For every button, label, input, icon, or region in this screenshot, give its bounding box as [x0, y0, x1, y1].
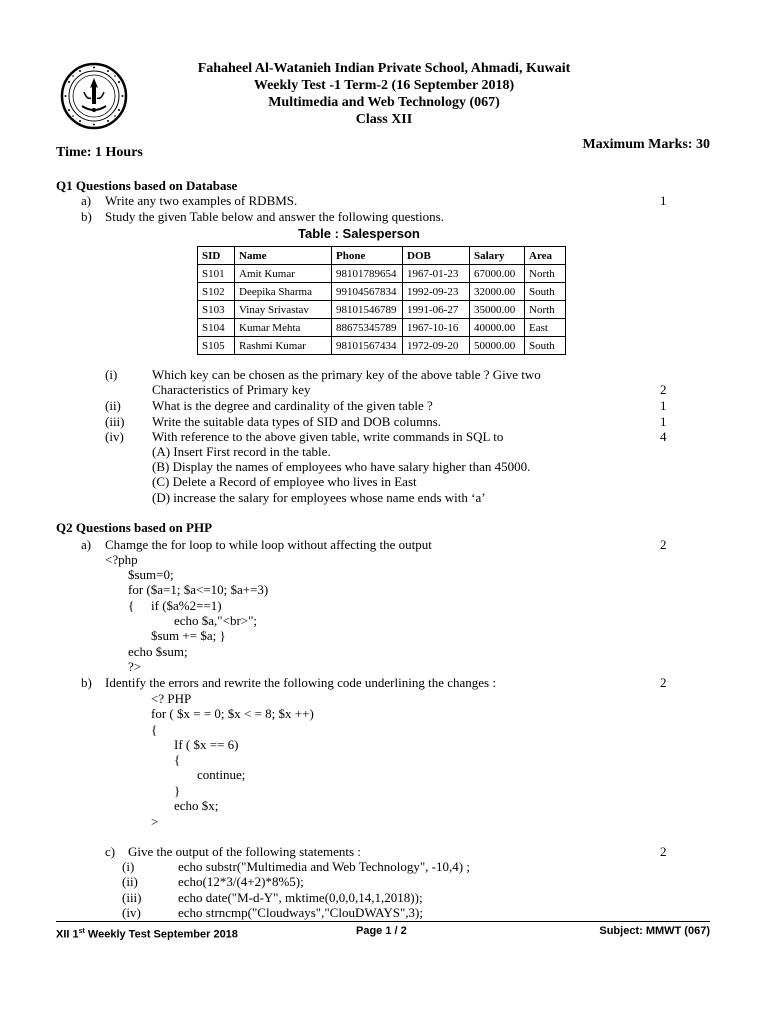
q1-a-mark: 1 [660, 193, 667, 208]
table-header-cell: Name [235, 247, 332, 265]
table-title: Table : Salesperson [298, 226, 420, 241]
table-cell: 98101546789 [332, 301, 403, 319]
footer-prefix: XII 1 [56, 928, 79, 941]
time-allowed: Time: 1 Hours [56, 145, 143, 160]
table-cell: 67000.00 [470, 265, 525, 283]
q2-c-mark: 2 [660, 844, 667, 859]
q2-c-code: echo strncmp("Cloudways","ClouDWAYS",3); [178, 905, 423, 920]
table-cell: 98101789654 [332, 265, 403, 283]
q1-a-text: Write any two examples of RDBMS. [105, 193, 298, 208]
q1-heading: Q1 Questions based on Database [56, 178, 238, 193]
table-cell: S102 [198, 283, 235, 301]
q2-c-label: c) [105, 844, 116, 859]
sql-task: (C) Delete a Record of employee who lives in East [152, 474, 417, 489]
q2-c-num: (ii) [122, 874, 138, 889]
q1-sub-text: Write the suitable data types of SID and DOB columns. [152, 414, 442, 429]
table-cell: S101 [198, 265, 235, 283]
q2-c-num: (iv) [122, 905, 141, 920]
table-cell: 99104567834 [332, 283, 403, 301]
q1-sub-mark: 1 [660, 414, 667, 429]
subject-title: Multimedia and Web Technology (067) [268, 95, 500, 110]
q2-a-mark: 2 [660, 537, 667, 552]
code-line: $sum=0; [128, 567, 174, 582]
table-cell: East [525, 319, 566, 337]
q2-c-code: echo date("M-d-Y", mktime(0,0,0,14,1,2018)); [178, 890, 423, 905]
table-row [198, 265, 566, 283]
q2-c-num: (iii) [122, 890, 142, 905]
q1-sub-num: (iii) [105, 414, 125, 429]
footer-suffix: Weekly Test September 2018 [84, 928, 238, 941]
table-cell: 40000.00 [470, 319, 525, 337]
table-cell: South [525, 283, 566, 301]
table-cell: 98101567434 [332, 337, 403, 355]
table-cell: 1991-06-27 [403, 301, 470, 319]
table-header-cell: Area [525, 247, 566, 265]
table-row [198, 337, 566, 355]
table-cell: South [525, 337, 566, 355]
code-line: for ($a=1; $a<=10; $a+=3) [128, 582, 269, 597]
salesperson-table [197, 246, 566, 355]
table-header-cell: Salary [470, 247, 525, 265]
footer-test-name [56, 925, 238, 942]
table-cell: 1972-09-20 [403, 337, 470, 355]
table-cell: Vinay Srivastav [235, 301, 332, 319]
table-cell: 50000.00 [470, 337, 525, 355]
table-row [198, 319, 566, 337]
q2-c-code: echo substr("Multimedia and Web Technology", -10,4) ; [178, 859, 470, 874]
q2-a-text: Chamge the for loop to while loop without affecting the output [105, 537, 432, 552]
table-cell: North [525, 301, 566, 319]
table-cell: 1967-01-23 [403, 265, 470, 283]
q2-c-num: (i) [122, 859, 135, 874]
table-cell: 88675345789 [332, 319, 403, 337]
code-line: If ( $x == 6) [174, 737, 239, 752]
code-line: continue; [197, 767, 246, 782]
q2-b-mark: 2 [660, 675, 667, 690]
footer-divider [56, 921, 710, 922]
code-line: for ( $x = = 0; $x < = 8; $x ++) [151, 706, 314, 721]
q2-c-code: echo(12*3/(4+2)*8%5); [178, 874, 304, 889]
code-line: echo $a,"<br>"; [174, 613, 258, 628]
code-line: } [174, 783, 181, 798]
code-line: <? PHP [151, 691, 192, 706]
footer-subject: Subject: MMWT (067) [599, 925, 710, 937]
table-cell: 1992-09-23 [403, 283, 470, 301]
q1-sub-mark: 2 [660, 382, 667, 397]
table-cell: Kumar Mehta [235, 319, 332, 337]
table-cell: 35000.00 [470, 301, 525, 319]
class-title: Class XII [355, 112, 413, 127]
sql-task: (A) Insert First record in the table. [152, 444, 331, 459]
table-cell: Deepika Sharma [235, 283, 332, 301]
q1-sub-num: (iv) [105, 429, 124, 444]
q1-sub-text: What is the degree and cardinality of the given table ? [152, 398, 433, 413]
table-cell: S105 [198, 337, 235, 355]
table-cell: Amit Kumar [235, 265, 332, 283]
table-row [198, 283, 566, 301]
q1-sub-text-cont: Characteristics of Primary key [152, 382, 311, 397]
q1-sub-num: (ii) [105, 398, 121, 413]
q1-b-label: b) [81, 209, 92, 224]
code-line: { [128, 598, 135, 613]
q1-b-text: Study the given Table below and answer the following questions. [105, 209, 444, 224]
table-header-cell: SID [198, 247, 235, 265]
code-line: echo $sum; [128, 644, 188, 659]
footer-superscript: st [78, 928, 85, 935]
footer-page-number: Page 1 / 2 [356, 925, 407, 937]
q1-sub-num: (i) [105, 367, 118, 382]
sql-task: (B) Display the names of employees who have salary higher than 45000. [152, 459, 531, 474]
q2-b-text: Identify the errors and rewrite the following code underlining the changes : [105, 675, 496, 690]
maximum-marks: Maximum Marks: 30 [582, 137, 710, 152]
table-row [198, 301, 566, 319]
code-line: echo $x; [174, 798, 219, 813]
table-cell: Rashmi Kumar [235, 337, 332, 355]
table-cell: S104 [198, 319, 235, 337]
q2-heading: Q2 Questions based on PHP [56, 520, 213, 535]
table-header-cell: Phone [332, 247, 403, 265]
code-line: <?php [105, 552, 138, 567]
q1-sub-text: Which key can be chosen as the primary key of the above table ? Give two [152, 367, 541, 382]
q2-c-text: Give the output of the following statements : [128, 844, 361, 859]
school-name: Fahaheel Al-Watanieh Indian Private School, Ahmadi, Kuwait [197, 61, 571, 76]
code-line: if ($a%2==1) [151, 598, 222, 613]
q1-sub-mark: 1 [660, 398, 667, 413]
q1-sub-mark: 4 [660, 429, 667, 444]
code-line: $sum += $a; } [151, 628, 226, 643]
sql-task: (D) increase the salary for employees whose name ends with ‘a’ [152, 490, 486, 505]
table-header-row [198, 247, 566, 265]
code-line: { [174, 752, 181, 767]
table-cell: North [525, 265, 566, 283]
table-header-cell: DOB [403, 247, 470, 265]
q1-a-label: a) [81, 193, 92, 208]
q1-sub-text: With reference to the above given table, write commands in SQL to [152, 429, 504, 444]
code-line: ?> [128, 659, 142, 674]
code-line: { [151, 722, 158, 737]
q2-b-label: b) [81, 675, 92, 690]
code-line: > [151, 814, 159, 829]
q2-a-label: a) [81, 537, 92, 552]
table-cell: 1967-10-16 [403, 319, 470, 337]
table-cell: S103 [198, 301, 235, 319]
table-cell: 32000.00 [470, 283, 525, 301]
test-title: Weekly Test -1 Term-2 (16 September 2018) [253, 78, 515, 93]
